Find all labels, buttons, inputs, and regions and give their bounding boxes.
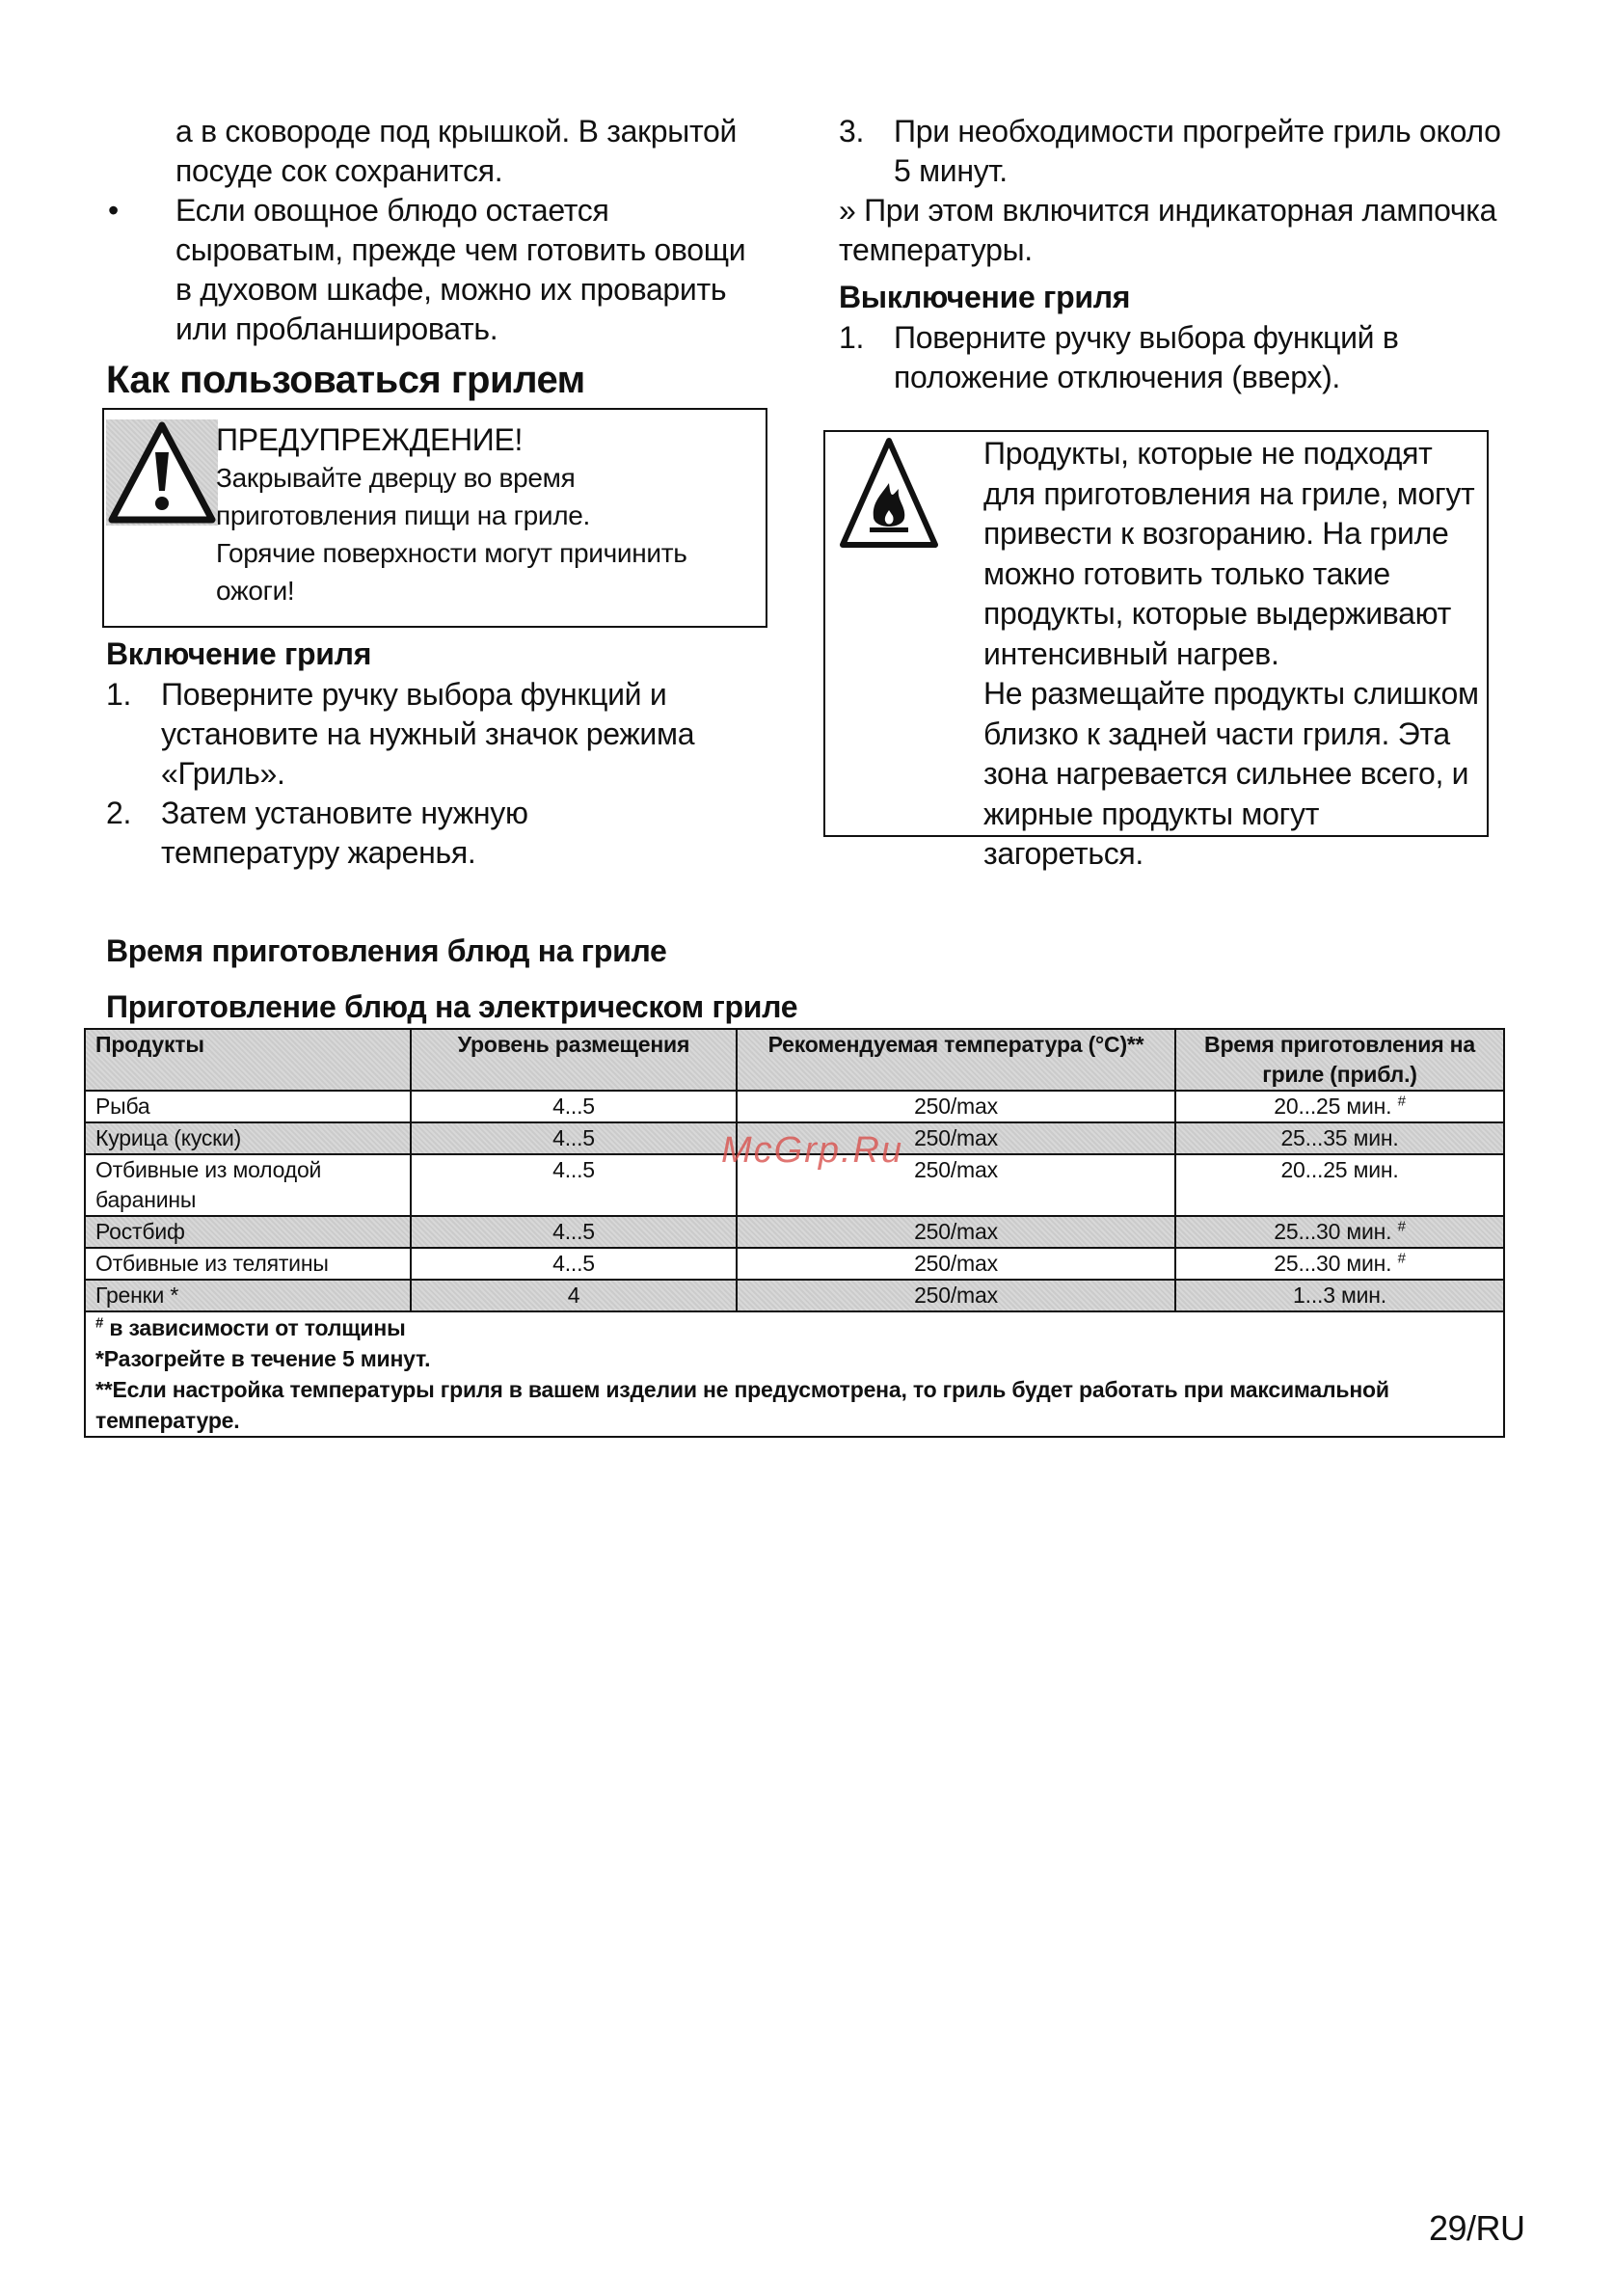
note-preheat: *Разогрейте в течение 5 минут. [95, 1346, 431, 1371]
cell-product: Рыба [85, 1091, 411, 1122]
switch-on-title: Включение гриля [106, 636, 372, 671]
switch-on-steps [106, 675, 704, 873]
step-number: 1. [839, 320, 865, 355]
cell-time: 25...35 мин. [1175, 1122, 1504, 1154]
fire-warning-box [823, 430, 1489, 871]
bullet-symbol: • [108, 193, 119, 228]
fire-warning-text2: Не размещайте продукты слишком близко к задней части гриля. Эта зона нагревается сильнее всего, и жирные продукты могут загореться. [983, 676, 1479, 871]
table-row [85, 1280, 1504, 1311]
cell-product: Отбивные из телятины [85, 1248, 411, 1280]
continuation-paragraph: а в сковороде под крышкой. В закрытой посуде сок сохранится. [175, 114, 738, 188]
cell-temp: 250/max [737, 1154, 1175, 1216]
step-text: При необходимости прогрейте гриль около 5 минут. [894, 114, 1501, 188]
switch-off-title: Выключение гриля [839, 280, 1131, 314]
cell-time: 1...3 мин. [1175, 1280, 1504, 1311]
step-text: Затем установите нужную температуру жаренья. [161, 796, 528, 870]
cell-time: 25...30 мин. # [1175, 1216, 1504, 1248]
table-row [85, 1216, 1504, 1248]
cell-product: Отбивные из молодой баранины [85, 1154, 411, 1216]
warning-line1: Закрывайте дверцу во время приготовления пищи на гриле. [216, 463, 590, 530]
cell-level: 4...5 [411, 1216, 737, 1248]
warning-line2: Горячие поверхности могут причинить ожоги! [216, 538, 687, 606]
step-number: 1. [106, 677, 132, 712]
table-notes [85, 1311, 1504, 1437]
step-number: 3. [839, 114, 865, 149]
table-row [85, 1091, 1504, 1122]
warning-triangle-icon [106, 419, 218, 526]
watermark: McGrp.Ru [721, 1130, 904, 1171]
step-1 [839, 318, 1417, 397]
warning-title: ПРЕДУПРЕЖДЕНИЕ! [216, 422, 524, 457]
cell-product: Ростбиф [85, 1216, 411, 1248]
bullet-item [108, 191, 764, 349]
table-header-row [85, 1029, 1504, 1091]
step-number: 2. [106, 796, 132, 830]
step-1 [106, 675, 704, 794]
table-notes-row [85, 1311, 1504, 1437]
cell-level: 4...5 [411, 1122, 737, 1154]
note-thickness: # в зависимости от толщины [95, 1314, 406, 1340]
cell-time: 20...25 мин. [1175, 1154, 1504, 1216]
cell-temp: 250/max [737, 1248, 1175, 1280]
cell-product: Курица (куски) [85, 1122, 411, 1154]
header-temperature: Рекомендуемая температура (°C)** [737, 1029, 1175, 1091]
header-level: Уровень размещения [411, 1029, 737, 1091]
cell-temp: 250/max [737, 1091, 1175, 1122]
cell-level: 4...5 [411, 1248, 737, 1280]
grill-table [84, 1028, 1505, 1438]
section-title: Как пользоваться грилем [106, 359, 585, 401]
step-text: Поверните ручку выбора функций в положение отключения (вверх). [894, 320, 1399, 394]
note-max-temp: **Если настройка температуры гриля в вашем изделии не предусмотрена, то гриль будет работать при максимальной температуре. [95, 1377, 1389, 1433]
cell-level: 4...5 [411, 1154, 737, 1216]
warning-icon-area [106, 419, 218, 526]
cell-level: 4...5 [411, 1091, 737, 1122]
flammable-warning-icon [837, 433, 941, 554]
bullet-text: Если овощное блюдо остается сыроватым, прежде чем готовить овощи в духовом шкафе, можно их проварить или пробланшировать. [175, 193, 746, 346]
step-text: Поверните ручку выбора функций и установите на нужный значок режима «Гриль». [161, 677, 695, 791]
cell-level: 4 [411, 1280, 737, 1311]
header-time: Время приготовления на гриле (прибл.) [1175, 1029, 1504, 1091]
cooking-times-title: Время приготовления блюд на гриле [106, 933, 667, 968]
table-row [85, 1248, 1504, 1280]
cell-temp: 250/max [737, 1122, 1175, 1154]
step-2 [106, 794, 704, 873]
header-products: Продукты [85, 1029, 411, 1091]
cell-temp: 250/max [737, 1280, 1175, 1311]
cooking-times-subtitle: Приготовление блюд на электрическом гриле [106, 989, 798, 1024]
cell-time: 20...25 мин. # [1175, 1091, 1504, 1122]
result-text: » При этом включится индикаторная лампочка температуры. [839, 193, 1497, 267]
page-number: 29/RU [1429, 2208, 1525, 2248]
step-3 [839, 112, 1514, 191]
fire-warning-text1: Продукты, которые не подходят для приготовления на гриле, могут привести к возгоранию. На гриле можно готовить только такие продукты, которые выдерживают интенсивный нагрев. [983, 436, 1475, 671]
switch-off-steps [839, 318, 1417, 397]
grill-table-wrapper [84, 1028, 1503, 1438]
cell-product: Гренки * [85, 1280, 411, 1311]
cell-time: 25...30 мин. # [1175, 1248, 1504, 1280]
cell-temp: 250/max [737, 1216, 1175, 1248]
warning-box [102, 408, 767, 628]
